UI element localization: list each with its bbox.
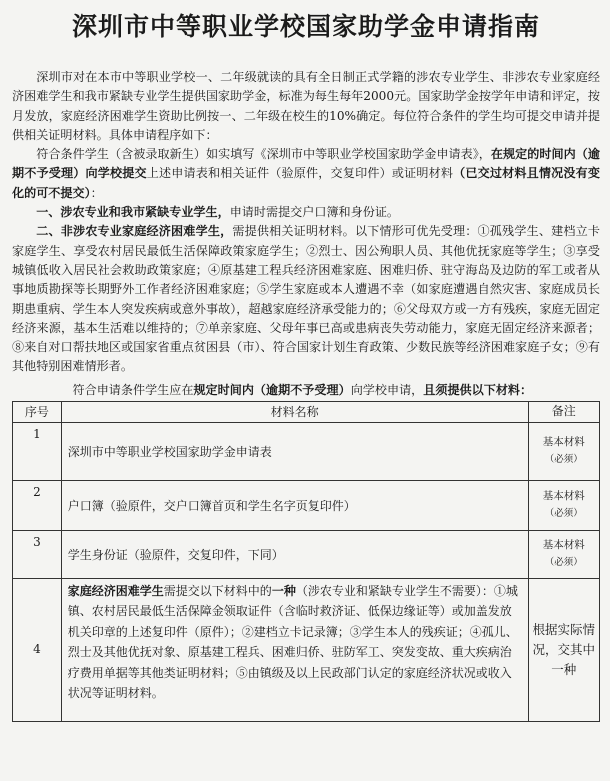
materials-table <box>12 401 600 722</box>
table-row <box>13 480 600 530</box>
row-no: 1 <box>13 422 62 480</box>
page-title: 深圳市中等职业学校国家助学金申请指南 <box>71 12 540 41</box>
row-name: 户口簿（验原件，交户口簿首页和学生名字页复印件） <box>61 480 528 530</box>
row-no: 3 <box>13 530 62 578</box>
row-no: 4 <box>13 578 62 721</box>
row-no: 2 <box>13 480 62 530</box>
row-note: 基本材料 （必须） <box>528 480 599 530</box>
row-note: 基本材料 （必须） <box>528 530 599 578</box>
header-no: 序号 <box>13 401 62 422</box>
row-note: 基本材料 （必须） <box>528 422 599 480</box>
intro-paragraph-4: 二、非涉农专业家庭经济困难学生，需提供相关证明材料。以下情形可优先受理：①孤残学生、建档立卡家庭学生、享受农村居民最低生活保障政策家庭学生；②烈士、因公殉职人员、其他优抚家庭等学生；③享受城镇低收入居民社会救助政策家庭；④原基建工程兵经济困难家庭、困难归侨、驻守海岛及边防的军工或者从事地质勘探等长期野外工作者经济困难家庭；⑤学生家庭或本人遭遇不幸（如家庭遭遇自然灾害、家庭成员长期患重病、学生本人突发疾病或意外事故），超越家庭经济承受能力的；⑥父母双方或一方有残疾，家庭无固定经济来源，基本生活难以维持的；⑦单亲家庭、父母年事已高或患病丧失劳动能力，家庭无固定经济来源者；⑧来自对口帮扶地区或国家省重点贫困县（市）、符合国家计划生育政策、少数民族等经济困难家庭子女；⑨有其他特别困难情形者。 <box>12 224 600 374</box>
table-row <box>13 530 600 578</box>
table-row <box>13 578 600 721</box>
intro-paragraph-1: 深圳市对在本市中等职业学校一、二年级就读的具有全日制正式学籍的涉农专业学生、非涉农专业家庭经济困难学生和我市紧缺专业学生提供国家助学金，标准为每生每年2000元。国家助学金按学年申请和评定，按月发放，家庭经济困难学生资助比例按一、二年级在校生的10%确定。每位符合条件的学生均可提交申请并提供相关证明材料。具体申请程序如下： <box>12 70 600 142</box>
table-row <box>13 422 600 480</box>
table-header-row <box>13 401 600 422</box>
row-note: 根据实际情况，交其中一种 <box>528 578 599 721</box>
intro-section <box>12 68 600 377</box>
header-note: 备注 <box>528 401 599 422</box>
row-name: 家庭经济困难学生需提交以下材料中的一种（涉农专业和紧缺专业学生不需要）：①城镇、农村居民最低生活保障金领取证件（含临时救济证、低保边缘证等）或加盖发放机关印章的上述复印件（原件）；②建档立卡记录簿；③学生本人的残疾证；④孤儿、烈士及其他优抚对象、原基建工程兵、困难归侨、驻防军工、突发变故、重大疾病治疗费用单据等其他类证明材料；⑤由镇级及以上民政部门认定的家庭经济状况或收入状况等证明材料。 <box>61 578 528 721</box>
table-intro: 符合申请条件学生应在规定时间内（逾期不予受理）向学校申请，且须提供以下材料： <box>72 382 533 397</box>
header-name: 材料名称 <box>61 401 528 422</box>
row-name: 学生身份证（验原件，交复印件，下同） <box>61 530 528 578</box>
intro-paragraph-2: 符合条件学生（含被录取新生）如实填写《深圳市中等职业学校国家助学金申请表》，在规定的时间内（逾期不予受理）向学校提交上述申请表和相关证件（验原件，交复印件）或证明材料（已交过材料且情况没有变化的可不提交）： <box>12 147 600 200</box>
intro-paragraph-3: 一、涉农专业和我市紧缺专业学生，申请时需提交户口簿和身份证。 <box>36 205 400 220</box>
row-name: 深圳市中等职业学校国家助学金申请表 <box>61 422 528 480</box>
